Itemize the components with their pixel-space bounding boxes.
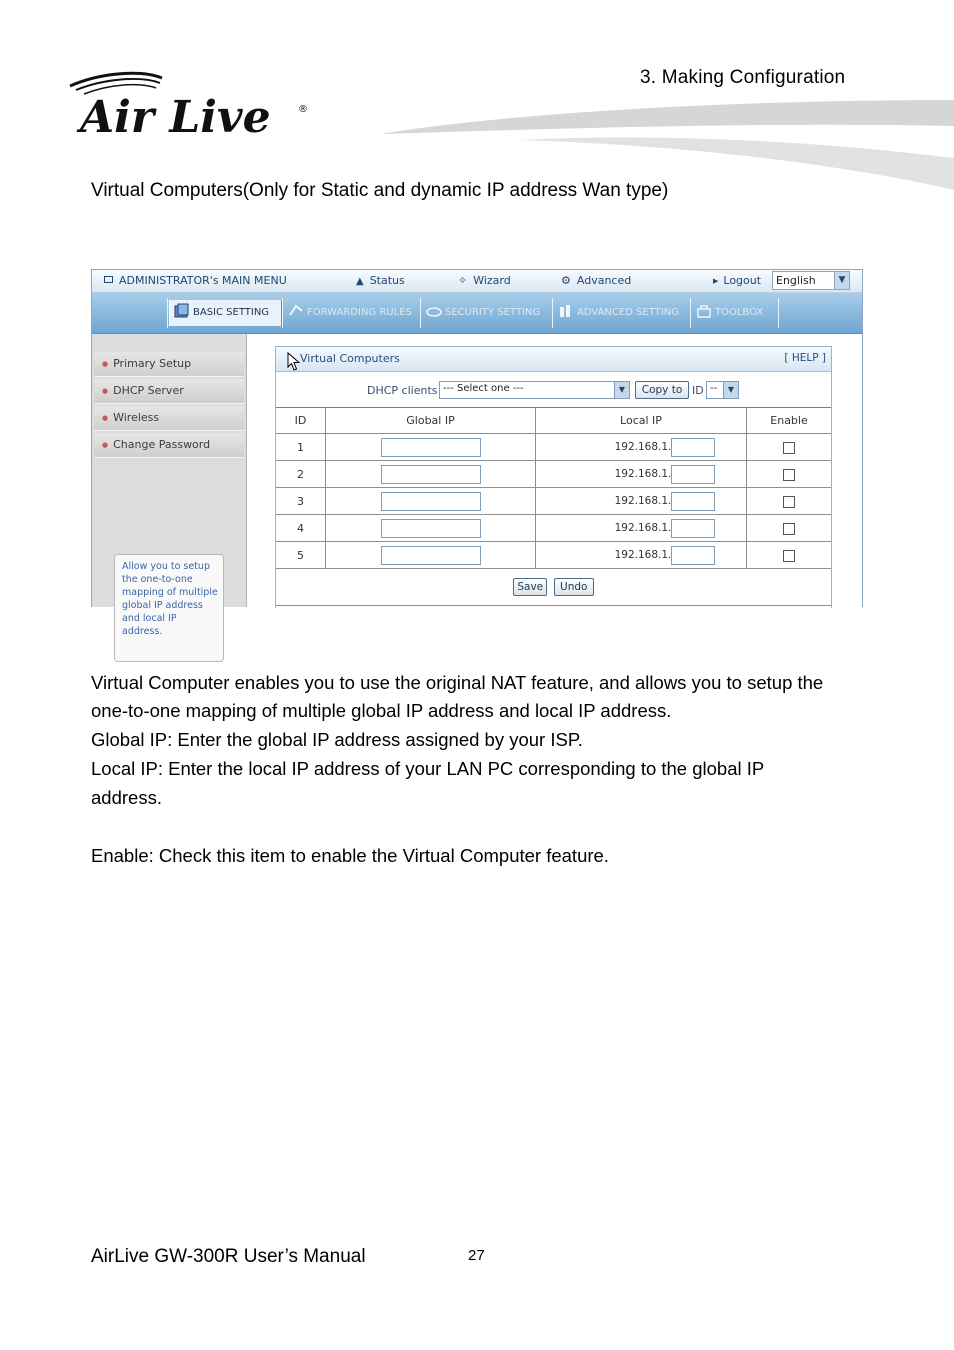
local-ip-prefix: 192.168.1. [614,468,672,480]
description-line: Global IP: Enter the global IP address assigned by your ISP. [91,729,583,750]
enable-checkbox[interactable] [783,550,795,562]
local-ip-input[interactable] [671,492,715,511]
bullet-icon: ● [102,441,109,449]
main-tab-bar [92,293,862,334]
enable-cell [747,488,832,515]
section-heading: Virtual Computers(Only for Static and dynamic IP address Wan type) [91,180,669,201]
enable-cell [747,542,832,569]
row-id: 3 [276,488,326,515]
description-line: one-to-one mapping of multiple global IP address and local IP address. [91,700,672,721]
local-ip-prefix: 192.168.1. [614,441,672,453]
id-select[interactable] [706,381,739,399]
enable-cell [747,434,832,461]
advanced-icon [558,303,574,319]
advanced-link[interactable] [561,274,631,287]
sidebar-item-wireless[interactable] [94,406,244,431]
panel-header [276,347,831,372]
dhcp-clients-select[interactable] [439,381,630,399]
tab-divider [690,298,691,328]
global-ip-cell [326,434,536,461]
sidebar-item-primary-setup[interactable] [94,352,244,377]
enable-checkbox[interactable] [783,442,795,454]
info-box [114,554,224,662]
tab-label: FORWARDING RULES [307,307,412,318]
global-ip-input[interactable] [381,492,481,511]
global-ip-input[interactable] [381,438,481,457]
table-row [276,515,831,542]
id-label: ID [692,384,704,397]
table-row [276,434,831,461]
tab-label: ADVANCED SETTING [577,307,679,318]
sidebar-item-label: Primary Setup [113,357,192,370]
table-row [276,461,831,488]
footer-manual-title: AirLive GW-300R User’s Manual [91,1246,366,1267]
local-ip-input[interactable] [671,519,715,538]
action-row [276,569,831,606]
column-header-local-ip: Local IP [536,408,747,434]
local-ip-input[interactable] [671,546,715,565]
table-row [276,542,831,569]
local-ip-cell [536,542,747,569]
action-cell [276,569,831,606]
column-header-enable: Enable [747,408,832,434]
bullet-icon: ● [102,414,109,422]
enable-checkbox[interactable] [783,523,795,535]
language-value: English [776,274,816,287]
main-menu-link[interactable] [104,274,287,287]
dhcp-clients-row [276,372,831,408]
status-link[interactable] [356,274,405,287]
logout-label: Logout [723,274,762,287]
arrow-right-icon: ▶ [713,277,719,285]
tab-label: BASIC SETTING [193,307,270,318]
local-ip-prefix: 192.168.1. [614,495,672,507]
tab-security-setting[interactable] [422,300,550,326]
row-id: 4 [276,515,326,542]
wizard-icon: ✧ [458,274,468,287]
chevron-down-icon: ▼ [723,382,738,398]
local-ip-input[interactable] [671,438,715,457]
tab-label: TOOLBOX [715,307,764,318]
local-ip-cell [536,515,747,542]
global-ip-input[interactable] [381,519,481,538]
local-ip-cell [536,488,747,515]
dhcp-clients-label: DHCP clients [367,384,438,397]
mouse-cursor-icon [287,352,301,372]
menu-icon [104,276,113,283]
tab-toolbox[interactable] [692,300,776,326]
sidebar [92,334,247,637]
status-label: Status [369,274,405,287]
dhcp-clients-value: --- Select one --- [443,383,524,394]
tab-divider [552,298,553,328]
table-row [276,488,831,515]
advanced-icon: ⚙ [561,274,571,287]
local-ip-cell [536,434,747,461]
sidebar-item-label: DHCP Server [113,384,184,397]
table-header-row [276,408,831,434]
wizard-label: Wizard [473,274,511,287]
local-ip-cell [536,461,747,488]
save-button[interactable]: Save [513,578,547,596]
tab-advanced-setting[interactable] [554,300,688,326]
status-icon: ▲ [356,276,364,287]
enable-checkbox[interactable] [783,496,795,508]
row-id: 1 [276,434,326,461]
row-id: 5 [276,542,326,569]
enable-cell [747,515,832,542]
chevron-down-icon: ▼ [834,272,849,289]
language-select[interactable] [772,271,850,290]
tab-basic-setting[interactable] [169,300,282,326]
top-menu-bar [92,270,862,293]
page-number: 27 [468,1247,485,1264]
tab-divider [167,298,168,328]
description-line: Virtual Computer enables you to use the original NAT feature, and allows you to setup the [91,672,824,693]
undo-button[interactable]: Undo [554,578,594,596]
forward-icon [288,303,304,319]
tab-forwarding-rules[interactable] [284,300,418,326]
bullet-icon: ● [102,387,109,395]
description-line: Enable: Check this item to enable the Virtual Computer feature. [91,845,609,866]
enable-cell [747,461,832,488]
enable-checkbox[interactable] [783,469,795,481]
folder-icon [174,303,190,319]
svg-text:Air Live: Air Live [80,92,271,143]
local-ip-input[interactable] [671,465,715,484]
chevron-down-icon: ▼ [614,382,629,398]
sidebar-item-dhcp-server[interactable] [94,379,244,404]
help-link[interactable]: [ HELP ] [784,352,826,364]
description-line: address. [91,787,162,808]
tab-divider [282,298,283,328]
tab-label: SECURITY SETTING [445,307,541,318]
chapter-title: 3. Making Configuration [640,67,846,88]
main-menu-label: ADMINISTRATOR's MAIN MENU [119,274,287,287]
router-ui-screenshot [91,269,863,637]
virtual-computers-panel [275,346,832,608]
logout-link[interactable] [713,274,761,287]
virtual-computers-table [276,408,831,606]
global-ip-cell [326,461,536,488]
column-header-id: ID [276,408,326,434]
svg-text:®: ® [298,104,308,115]
sidebar-item-label: Change Password [113,438,211,451]
row-id: 2 [276,461,326,488]
global-ip-input[interactable] [381,465,481,484]
sidebar-item-change-password[interactable] [94,433,244,458]
wizard-link[interactable] [458,274,511,287]
copy-to-button[interactable]: Copy to [635,381,689,399]
global-ip-cell [326,515,536,542]
global-ip-input[interactable] [381,546,481,565]
local-ip-prefix: 192.168.1. [614,522,672,534]
tab-divider [778,298,779,328]
advanced-label: Advanced [576,274,632,287]
column-header-global-ip: Global IP [326,408,536,434]
sidebar-item-label: Wireless [113,411,160,424]
local-ip-prefix: 192.168.1. [614,549,672,561]
panel-title: Virtual Computers [300,352,400,365]
airlive-logo [62,68,312,145]
id-value: -- [710,383,718,394]
tab-divider [420,298,421,328]
lock-icon [426,303,442,319]
global-ip-cell [326,488,536,515]
global-ip-cell [326,542,536,569]
toolbox-icon [696,303,712,319]
description-line: Local IP: Enter the local IP address of your LAN PC corresponding to the global IP [91,758,765,779]
bullet-icon: ● [102,360,109,368]
info-text: Allow you to setup the one-to-one mapping of multiple global IP address and local IP address. [122,561,218,637]
